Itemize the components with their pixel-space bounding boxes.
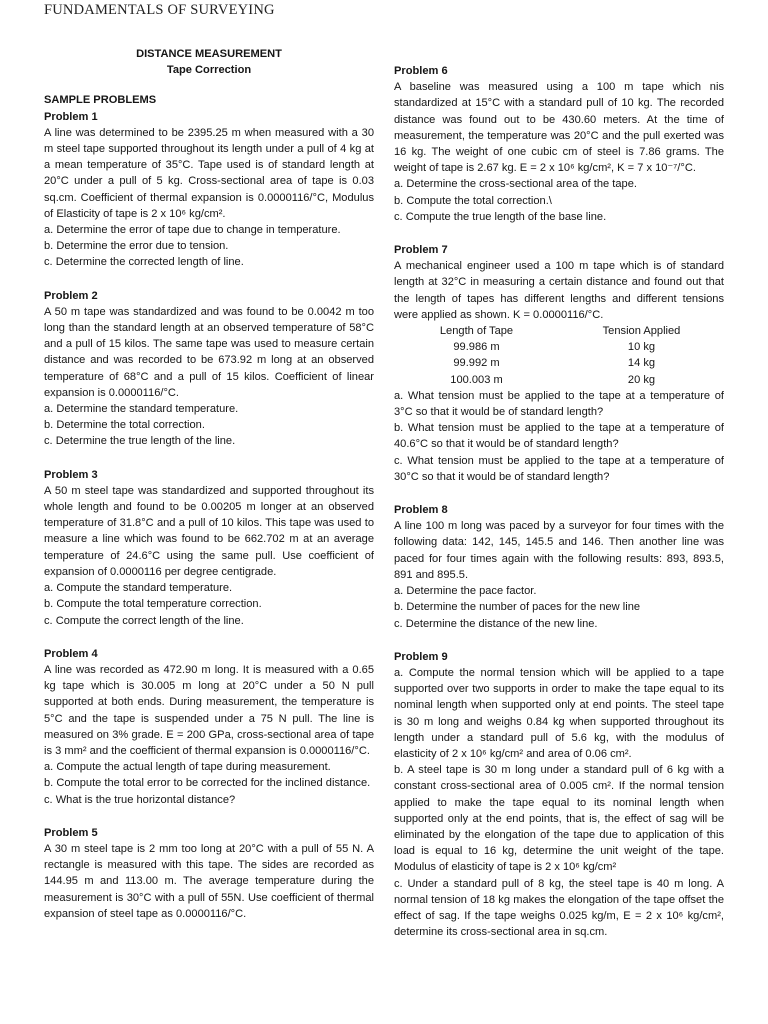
problem-7-title: Problem 7 [394, 244, 448, 257]
problem-5-body: A 30 m steel tape is 2 mm too long at 20°C with a pull of 55 N. A rectangle is measured with this tape. The sides are recorded as 144.95 m and 113.00 m. The average temperature during the measurement is 30°C with a pull of 55N. Use coefficient of thermal expansion of steel tape as 0.0000116/°C. [44, 842, 374, 920]
table-cell: 99.986 m [453, 341, 500, 354]
problem-3-item-c: c. Compute the correct length of the line. [44, 614, 244, 627]
left-column [44, 46, 374, 922]
problem-8-title: Problem 8 [394, 504, 448, 517]
problem-8-body: A line 100 m long was paced by a surveyor for four times with the following data: 142, 145, 145.5 and 146. Then another line was paced for four times again with the following results: 893, 893.5, 891 and 895.5. [394, 520, 724, 581]
problem-3-item-b: b. Compute the total temperature correction. [44, 598, 262, 611]
problem-7-item-c: c. What tension must be applied to the tape at a temperature of 30°C so that it would be of standard length? [394, 454, 724, 483]
problem-4-item-b: b. Compute the total error to be corrected for the inclined distance. [44, 777, 371, 790]
problem-1-title: Problem 1 [44, 110, 98, 123]
right-column [394, 63, 724, 940]
problem-7-body: A mechanical engineer used a 100 m tape which is of standard length at 32°C in measuring a certain distance and found out that the length of tapes has different lengths and different tensions were applied as shown. K = 0.0000116/°C. [394, 260, 724, 321]
table-header-length: Length of Tape [439, 325, 514, 338]
problem-6-title: Problem 6 [394, 65, 448, 77]
table-cell: 20 kg [627, 373, 656, 386]
problem-7-item-b: b. What tension must be applied to the tape at a temperature of 40.6°C so that it would be of standard length? [394, 422, 724, 451]
problem-5-title: Problem 5 [44, 826, 98, 839]
problem-4-item-a: a. Compute the actual length of tape during measurement. [44, 761, 331, 774]
problem-8-item-a: a. Determine the pace factor. [394, 585, 537, 598]
tension-table [394, 323, 724, 388]
problem-6-item-a: a. Determine the cross-sectional area of the tape. [394, 178, 637, 191]
title-block [44, 46, 374, 78]
problem-3-body: A 50 m steel tape was standardized and supported throughout its whole length and found to be 0.00205 m longer at an observed temperature of 31.8°C and a pull of 10 kilos. This tape was used to measure a line which was found to be 662.702 m at an average temperature of 24.6°C using the same pull. Use coefficient of expansion of 0.0000116 per degree centigrade. [44, 484, 374, 578]
doc-title: DISTANCE MEASUREMENT [136, 48, 282, 60]
problem-4-item-c: c. What is the true horizontal distance? [44, 793, 236, 806]
problem-8-item-c: c. Determine the distance of the new line. [394, 617, 598, 630]
table-cell: 10 kg [627, 341, 656, 354]
problem-8-item-b: b. Determine the number of paces for the new line [394, 601, 641, 614]
problem-2-item-a: a. Determine the standard temperature. [44, 403, 239, 416]
problem-6-item-b: b. Compute the total correction.\ [394, 194, 552, 207]
problem-2-title: Problem 2 [44, 289, 98, 302]
problem-9-item-b: b. A steel tape is 30 m long under a standard pull of 6 kg with a constant cross-sectional area of 0.005 cm². If the normal tension applied to make the tape equal to its nominal length when supported only at the end points, that is, the effect of sag will be eliminated by the elongation of the tape due to application of this load is equal to 16 kg, determine the unit weight of the tape. Modulus of elasticity of tape is 2 x 10⁶ kg/cm² [394, 764, 724, 874]
problem-1-item-c: c. Determine the corrected length of line. [44, 256, 244, 269]
problem-1-body: A line was determined to be 2395.25 m when measured with a 30 m steel tape supported throughout its length under a pull of 4 kg at a mean temperature of 35°C. Tape used is of standard length at 20°C under a pull of 5 kg. Cross-sectional area of tape is 0.03 sq.cm. Coefficient of thermal expansion is 0.0000116/°C, Modulus of Elasticity of tape is 2 x 10⁶ kg/cm². [44, 126, 374, 220]
problem-2-item-c: c. Determine the true length of the line. [44, 435, 236, 448]
problem-2-item-b: b. Determine the total correction. [44, 419, 205, 432]
problem-9-title: Problem 9 [394, 650, 448, 663]
problem-1-item-b: b. Determine the error due to tension. [44, 240, 229, 253]
problem-7-item-a: a. What tension must be applied to the tape at a temperature of 3°C so that it would be of standard length? [394, 389, 724, 419]
section-heading: SAMPLE PROBLEMS [44, 94, 157, 107]
problem-4-body: A line was recorded as 472.90 m long. It is measured with a 0.65 kg tape which is 30.005 m long at 20°C under a 50 N pull supported at both ends. During measurement, the temperature is 5°C and the tape is suspended under a 75 N pull. The line is measured on 3% grade. E = 200 GPa, cross-sectional area of tape is 3 mm² and the coefficient of thermal expansion is 0.0000116/°C. [44, 663, 374, 757]
table-header-tension: Tension Applied [602, 325, 681, 338]
problem-4-title: Problem 4 [44, 647, 98, 660]
table-cell: 14 kg [627, 357, 656, 370]
problem-1-item-a: a. Determine the error of tape due to change in temperature. [44, 224, 341, 237]
table-cell: 99.992 m [453, 357, 500, 370]
problem-3-title: Problem 3 [44, 468, 98, 481]
problem-2-body: A 50 m tape was standardized and was found to be 0.0042 m too long than the standard length at an observed temperature of 58°C and a pull of 15 kilos. The same tape was used to measure certain distance and was recorded to be 673.92 m long at an observed temperature of 68°C and a pull of 15 kilos. Coefficient of linear expansion is 0.0000116/°C. [44, 305, 374, 399]
problem-9-item-c: c. Under a standard pull of 8 kg, the steel tape is 40 m long. A normal tension of 18 kg makes the elongation of the tape offset the effect of sag. If the tape weighs 0.025 kg/m, E = 2 x 10⁶ kg/cm², determine its cross-sectional area in sq.cm. [394, 877, 724, 939]
problem-3-item-a: a. Compute the standard temperature. [44, 582, 233, 595]
problem-9-item-a: a. Compute the normal tension which will be applied to a tape supported over two supports in order to make the tape equal to its nominal length when supported only at end points. The steel tape is 30 m long and weighs 0.84 kg when supported throughout its length under a standard pull of 5.6 kg, with the modulus of elasticity of 2 x 10⁶ kg/cm² and area of 0.06 cm². [394, 666, 724, 760]
doc-subtitle: Tape Correction [166, 64, 252, 77]
problem-6-body: A baseline was measured using a 100 m tape which nis standardized at 15°C with a standard pull of 10 kg. The recorded distance was found out to be 430.60 meters. At the time of measurement, the temperature was 20°C and the pull exerted was 16 kg. The weight of one cubic cm of steel is 7.86 grams. The weight of tape is 2.67 kg. E = 2 x 10⁶ kg/cm², K = 7 x 10⁻⁷/°C. [394, 81, 724, 175]
problem-6-item-c: c. Compute the true length of the base line. [394, 210, 607, 223]
page-header: FUNDAMENTALS OF SURVEYING [44, 2, 275, 18]
table-cell: 100.003 m [450, 373, 503, 386]
